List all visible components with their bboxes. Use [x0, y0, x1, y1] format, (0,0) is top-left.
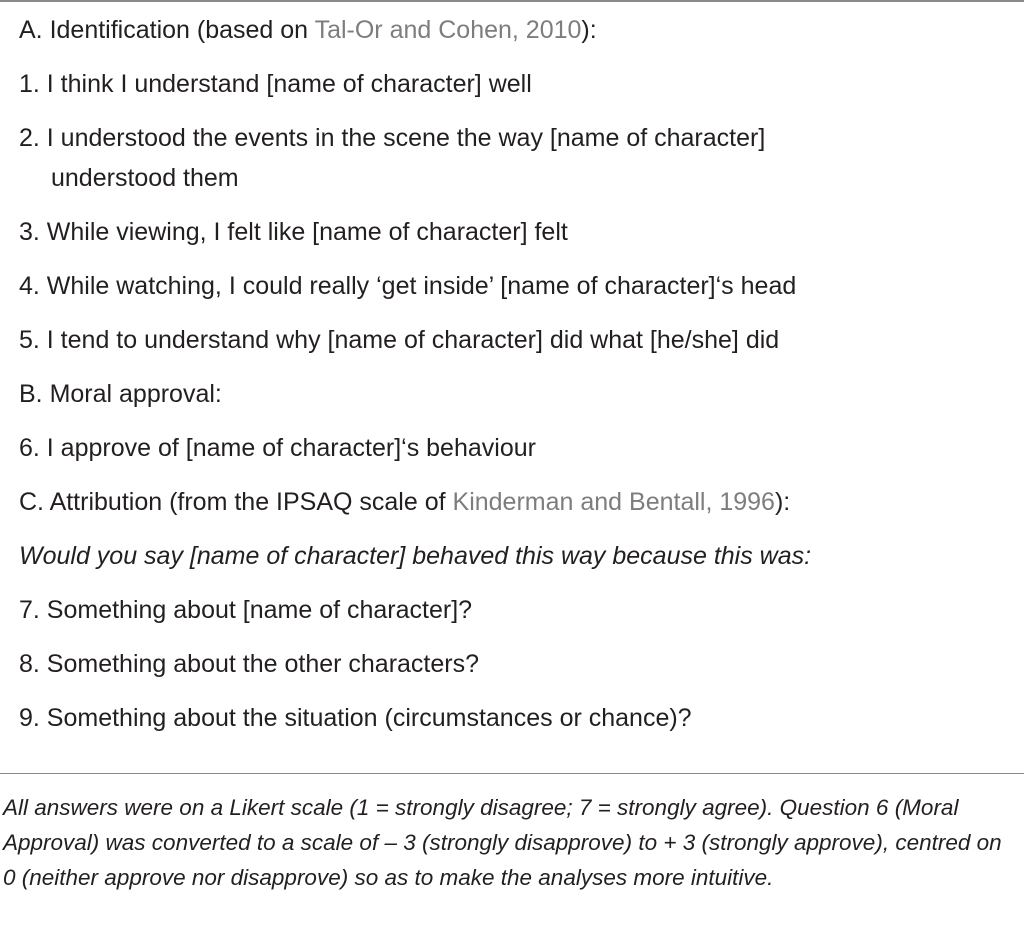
- question-2: [19, 118, 1009, 198]
- section-b-heading: B. Moral approval:: [19, 380, 222, 408]
- question-9: 9. Something about the situation (circumstances or chance)?: [19, 704, 692, 732]
- question-5: 5. I tend to understand why [name of character] did what [he/she] did: [19, 326, 780, 354]
- section-a-heading: [19, 10, 1009, 50]
- attribution-prompt: Would you say [name of character] behaved this way because this was:: [19, 542, 812, 570]
- question-1: 1. I think I understand [name of character] well: [19, 70, 532, 98]
- table-footnote: All answers were on a Likert scale (1 = strongly disagree; 7 = strongly agree). Question 6 (Moral Approval) was converted to a scale of – 3 (strongly disapprove) to + 3 (strongly approve), centred on 0 (neither approve nor disapprove) so as to make the analyses more intuitive.: [3, 795, 1002, 890]
- section-a-suffix: ):: [581, 16, 597, 44]
- question-2-line-1: 2. I understood the events in the scene the way [name of character]: [19, 124, 766, 152]
- table-bottom-rule: [0, 773, 1024, 774]
- table-top-rule: [0, 0, 1024, 2]
- question-6: 6. I approve of [name of character]‘s behaviour: [19, 434, 536, 462]
- question-3: 3. While viewing, I felt like [name of character] felt: [19, 218, 568, 246]
- question-8: 8. Something about the other characters?: [19, 650, 480, 678]
- section-c-heading: [19, 482, 1009, 522]
- question-2-line-2: understood them: [51, 164, 239, 192]
- citation-tal-or-cohen[interactable]: Tal-Or and Cohen, 2010: [314, 16, 582, 44]
- section-c-label: C. Attribution (from the IPSAQ scale of: [19, 488, 453, 516]
- citation-kinderman-bentall[interactable]: Kinderman and Bentall, 1996: [452, 488, 775, 516]
- section-a-label: A. Identification (based on: [19, 16, 315, 44]
- question-7: 7. Something about [name of character]?: [19, 596, 473, 624]
- section-c-suffix: ):: [774, 488, 791, 516]
- question-4: 4. While watching, I could really ‘get inside’ [name of character]‘s head: [19, 272, 797, 300]
- questionnaire-table: [19, 10, 1009, 752]
